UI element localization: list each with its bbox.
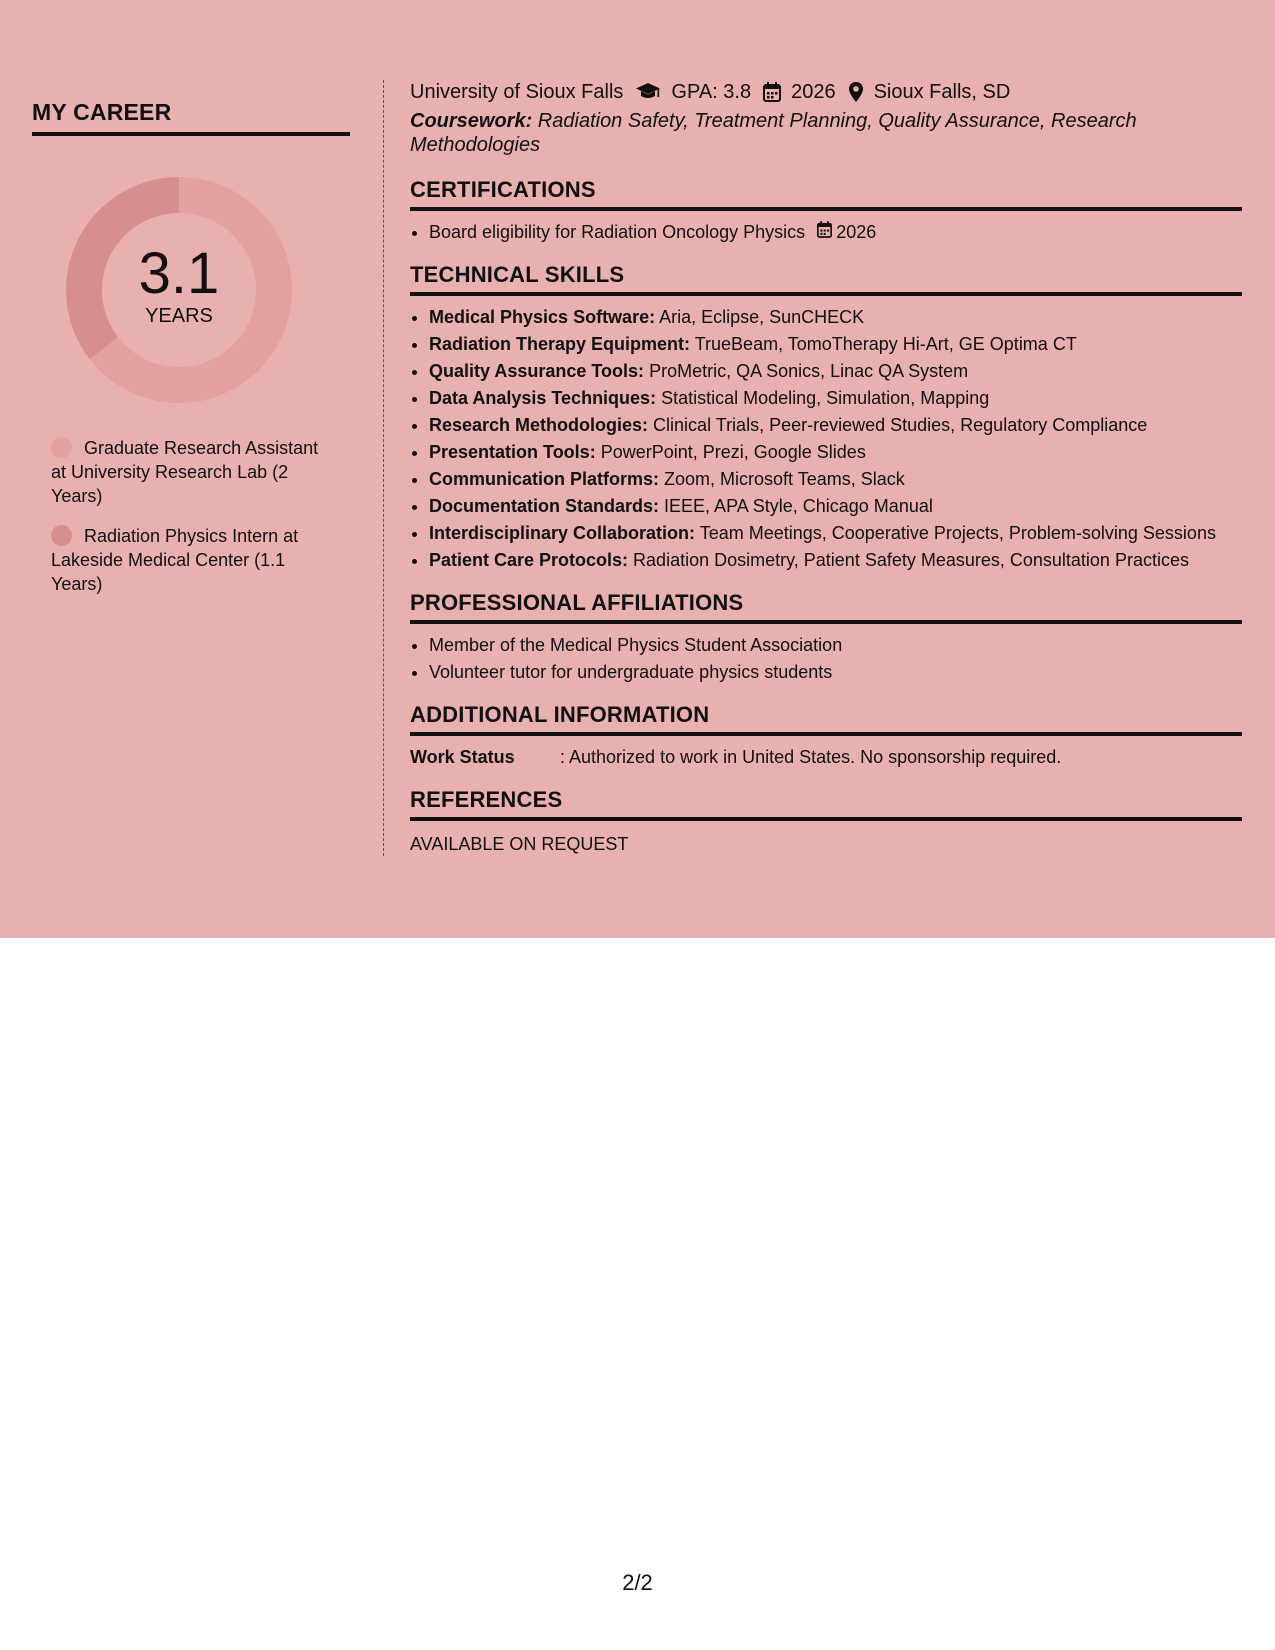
certifications-title: CERTIFICATIONS xyxy=(410,177,1242,211)
skill-item xyxy=(429,304,1242,331)
calendar-icon xyxy=(763,82,781,102)
skill-label: Patient Care Protocols: xyxy=(429,550,629,570)
education-coursework xyxy=(410,109,1242,157)
skill-value: ProMetric, QA Sonics, Linac QA System xyxy=(644,361,969,381)
skill-item xyxy=(429,412,1242,439)
career-legend xyxy=(51,436,331,612)
certification-date-text: 2026 xyxy=(836,222,877,242)
work-status-row xyxy=(410,744,1242,771)
page-number: 2/2 xyxy=(622,1570,653,1595)
skill-label: Presentation Tools: xyxy=(429,442,596,462)
skill-value: Clinical Trials, Peer-reviewed Studies, Regulatory Compliance xyxy=(648,415,1148,435)
calendar-icon xyxy=(817,219,836,246)
affiliations-title: PROFESSIONAL AFFILIATIONS xyxy=(410,590,1242,624)
skill-label: Radiation Therapy Equipment: xyxy=(429,334,691,354)
career-legend-item xyxy=(51,436,331,508)
graduation-cap-icon xyxy=(635,82,661,102)
skill-item xyxy=(429,547,1242,574)
skill-item xyxy=(429,385,1242,412)
references-text: AVAILABLE ON REQUEST xyxy=(410,834,629,854)
career-role-label: Radiation Physics Intern at Lakeside Medical Center (1.1 Years) xyxy=(51,526,299,594)
certification-date xyxy=(817,219,876,246)
skill-value: IEEE, APA Style, Chicago Manual xyxy=(659,496,933,516)
work-status-label: Work Status xyxy=(410,747,515,767)
career-total-unit: YEARS xyxy=(145,304,213,327)
column-divider xyxy=(383,80,384,856)
references-title: REFERENCES xyxy=(410,787,1242,821)
affiliations-list xyxy=(410,632,1242,686)
work-status-value: : Authorized to work in United States. No sponsorship required. xyxy=(560,747,1062,767)
skill-item xyxy=(429,439,1242,466)
main-content xyxy=(410,78,1242,858)
skill-label: Data Analysis Techniques: xyxy=(429,388,657,408)
skill-item xyxy=(429,493,1242,520)
skill-value: Statistical Modeling, Simulation, Mapping xyxy=(656,388,990,408)
certification-name: Board eligibility for Radiation Oncology Physics xyxy=(429,222,806,242)
technical-skills-list xyxy=(410,304,1242,574)
skill-label: Communication Platforms: xyxy=(429,469,660,489)
legend-dot-icon xyxy=(51,437,72,458)
affiliation-item: • Volunteer tutor for undergraduate physics students xyxy=(429,659,1242,686)
skill-item xyxy=(429,520,1242,547)
skill-value: Team Meetings, Cooperative Projects, Problem-solving Sessions xyxy=(695,523,1216,543)
certifications-list xyxy=(410,219,1242,246)
skill-label: Interdisciplinary Collaboration: xyxy=(429,523,696,543)
skill-value: TrueBeam, TomoTherapy Hi-Art, GE Optima CT xyxy=(690,334,1077,354)
education-location: Sioux Falls, SD xyxy=(873,81,1011,103)
map-pin-icon xyxy=(848,81,864,103)
skill-label: Research Methodologies: xyxy=(429,415,649,435)
career-total xyxy=(66,177,292,403)
education-line xyxy=(410,78,1242,106)
career-total-value: 3.1 xyxy=(138,240,220,306)
education-year: 2026 xyxy=(791,81,836,103)
coursework-label: Coursework: xyxy=(410,110,533,132)
skill-item xyxy=(429,466,1242,493)
skill-value: Aria, Eclipse, SunCHECK xyxy=(655,307,865,327)
technical-skills-title: TECHNICAL SKILLS xyxy=(410,262,1242,296)
skill-value: PowerPoint, Prezi, Google Slides xyxy=(595,442,866,462)
certification-item xyxy=(429,219,1242,246)
skill-label: Medical Physics Software: xyxy=(429,307,656,327)
career-section-title: MY CAREER xyxy=(32,99,350,136)
additional-info-title: ADDITIONAL INFORMATION xyxy=(410,702,1242,736)
education-gpa: GPA: 3.8 xyxy=(671,81,752,103)
career-legend-item xyxy=(51,524,331,596)
skill-value: Radiation Dosimetry, Patient Safety Measures, Consultation Practices xyxy=(628,550,1189,570)
affiliation-item: • Member of the Medical Physics Student Association xyxy=(429,632,1242,659)
legend-dot-icon xyxy=(51,525,72,546)
skill-item xyxy=(429,358,1242,385)
skill-label: Documentation Standards: xyxy=(429,496,660,516)
skill-value: Zoom, Microsoft Teams, Slack xyxy=(659,469,905,489)
skill-label: Quality Assurance Tools: xyxy=(429,361,645,381)
education-school: University of Sioux Falls xyxy=(410,81,624,103)
skill-item xyxy=(429,331,1242,358)
coursework-text: Radiation Safety, Treatment Planning, Quality Assurance, Research Methodologies xyxy=(410,110,1137,156)
career-role-label: Graduate Research Assistant at University Research Lab (2 Years) xyxy=(51,438,319,506)
